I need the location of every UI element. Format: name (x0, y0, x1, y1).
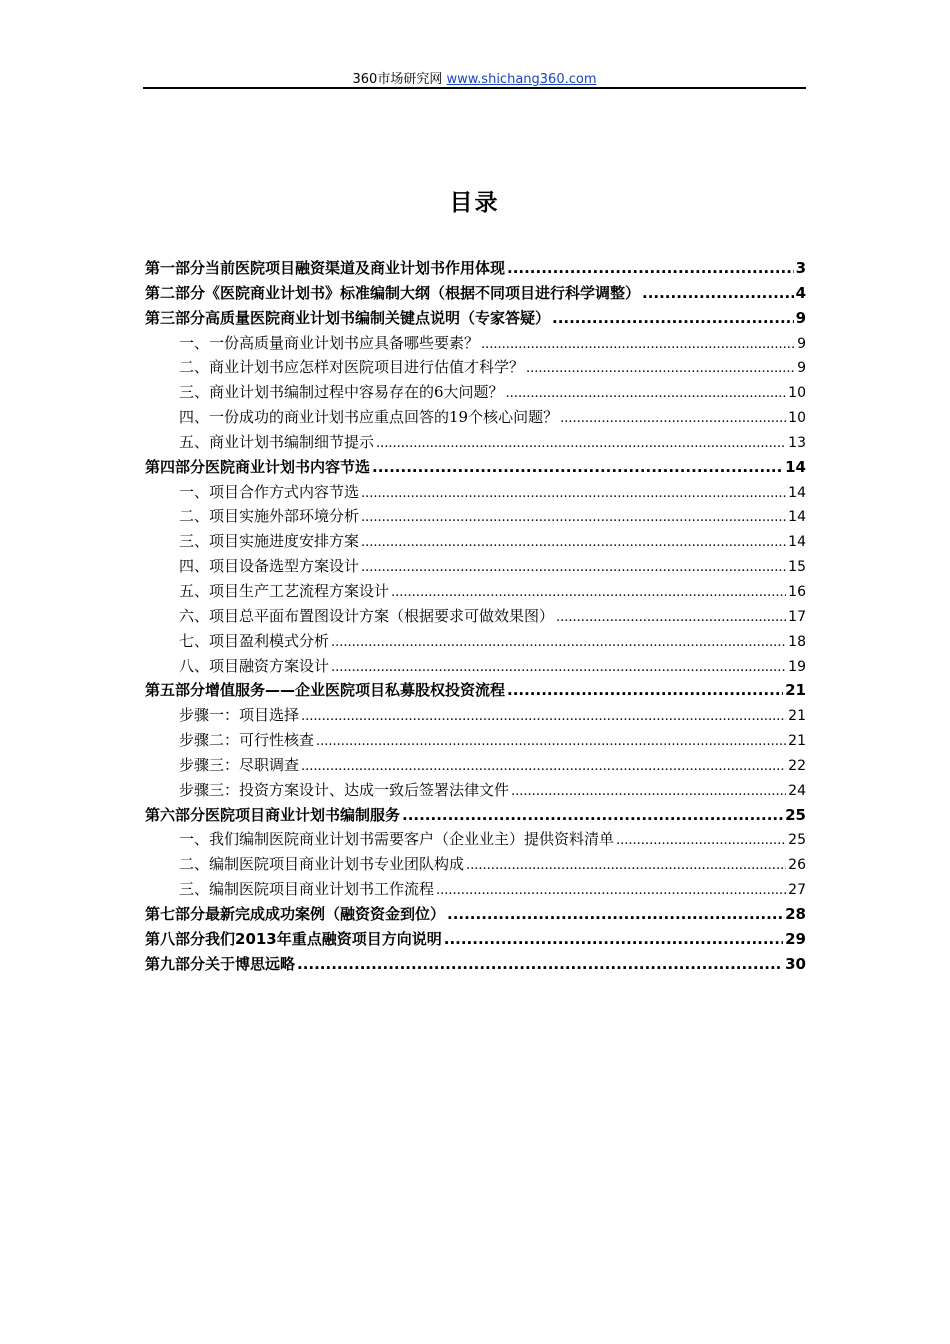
toc-entry-section[interactable] (145, 604, 806, 629)
toc-dot-leader (526, 357, 794, 382)
toc-entry-page: 21 (788, 733, 806, 750)
toc-dot-leader (361, 506, 786, 531)
toc-entry-label: 一、一份高质量商业计划书应具备哪些要素？ (179, 333, 480, 352)
toc-dot-leader (301, 755, 786, 780)
toc-entry-part[interactable] (145, 281, 806, 306)
toc-entry-page: 9 (797, 360, 806, 377)
toc-dot-leader (556, 606, 786, 631)
toc-entry-page: 30 (785, 954, 806, 973)
toc-entry-page: 9 (795, 308, 806, 327)
toc-entry-label: 二、项目实施外部环境分析 (179, 507, 360, 526)
toc-entry-page: 9 (797, 335, 806, 352)
toc-entry-section[interactable] (145, 554, 806, 579)
toc-entry-label: 步骤二：可行性核查 (179, 731, 315, 750)
toc-entry-label: 五、项目生产工艺流程方案设计 (179, 581, 390, 600)
site-link[interactable]: www.shichang360.com (446, 72, 597, 87)
toc-entry-label: 三、编制医院项目商业计划书工作流程 (179, 880, 435, 899)
toc-dot-leader (616, 829, 786, 854)
toc-entry-part[interactable] (145, 455, 806, 480)
toc-entry-page: 29 (785, 929, 806, 948)
toc-entry-page: 10 (788, 385, 806, 402)
toc-entry-page: 21 (788, 708, 806, 725)
toc-dot-leader (552, 306, 794, 331)
page-header (143, 68, 806, 87)
toc-entry-section[interactable] (145, 355, 806, 380)
toc-entry-label: 八、项目融资方案设计 (179, 656, 330, 675)
site-name: 360市场研究网 (352, 72, 443, 87)
toc-entry-part[interactable] (145, 678, 806, 703)
toc-entry-page: 21 (785, 681, 806, 700)
toc-entry-section[interactable] (145, 380, 806, 405)
toc-entry-section[interactable] (145, 430, 806, 455)
toc-entry-section[interactable] (145, 827, 806, 852)
toc-entry-label: 第二部分《医院商业计划书》标准编制大纲（根据不同项目进行科学调整） (145, 283, 641, 302)
toc-entry-label: 四、项目设备选型方案设计 (179, 557, 360, 576)
toc-entry-label: 第四部分医院商业计划书内容节选 (145, 457, 371, 476)
toc-dot-leader (444, 927, 783, 952)
toc-dot-leader (511, 780, 786, 805)
page-title: 目录 (449, 190, 500, 216)
toc-entry-page: 25 (785, 805, 806, 824)
toc-dot-leader (642, 281, 794, 306)
toc-entry-label: 二、商业计划书应怎样对医院项目进行估值才科学？ (179, 358, 525, 377)
toc-entry-section[interactable] (145, 331, 806, 356)
toc-entry-page: 4 (795, 283, 806, 302)
toc-dot-leader (361, 482, 786, 507)
toc-entry-section[interactable] (145, 753, 806, 778)
toc-entry-page: 22 (788, 757, 806, 774)
toc-entry-label: 第九部分关于博思远略 (145, 954, 296, 973)
toc-entry-page: 18 (788, 633, 806, 650)
toc-dot-leader (481, 333, 794, 358)
toc-entry-section[interactable] (145, 852, 806, 877)
toc-entry-section[interactable] (145, 703, 806, 728)
toc-dot-leader (372, 455, 783, 480)
toc-entry-page: 14 (788, 509, 806, 526)
toc-entry-page: 3 (795, 259, 806, 277)
toc-entry-label: 第六部分医院项目商业计划书编制服务 (145, 805, 401, 824)
toc-entry-page: 27 (788, 882, 806, 899)
toc-entry-page: 14 (785, 457, 806, 476)
toc-entry-part[interactable] (145, 306, 806, 331)
toc-entry-label: 二、编制医院项目商业计划书专业团队构成 (179, 855, 465, 874)
toc-entry-section[interactable] (145, 629, 806, 654)
toc-dot-leader (391, 581, 786, 606)
toc-entry-label: 第一部分当前医院项目融资渠道及商业计划书作用体现 (145, 259, 506, 277)
toc-dot-leader (447, 902, 783, 927)
toc-dot-leader (507, 256, 794, 281)
toc-entry-section[interactable] (145, 579, 806, 604)
toc-entry-section[interactable] (145, 529, 806, 554)
toc-entry-section[interactable] (145, 480, 806, 505)
toc-entry-page: 14 (788, 484, 806, 501)
toc-dot-leader (331, 656, 786, 681)
toc-entry-part[interactable] (145, 927, 806, 952)
toc-entry-page: 17 (788, 608, 806, 625)
toc-entry-part[interactable] (145, 256, 806, 281)
toc-dot-leader (560, 407, 786, 432)
toc-dot-leader (506, 382, 787, 407)
toc-entry-label: 第七部分最新完成成功案例（融资资金到位） (145, 904, 446, 923)
toc-dot-leader (301, 705, 786, 730)
toc-dot-leader (316, 730, 786, 755)
toc-entry-label: 五、商业计划书编制细节提示 (179, 432, 375, 451)
toc-entry-page: 28 (785, 904, 806, 923)
toc-entry-page: 10 (788, 410, 806, 427)
toc-entry-part[interactable] (145, 803, 806, 828)
toc-entry-label: 步骤三：投资方案设计、达成一致后签署法律文件 (179, 780, 510, 799)
toc-entry-label: 一、项目合作方式内容节选 (179, 482, 360, 501)
toc-entry-page: 19 (788, 658, 806, 675)
toc-entry-section[interactable] (145, 877, 806, 902)
toc-entry-section[interactable] (145, 654, 806, 679)
toc-dot-leader (466, 854, 786, 879)
toc-entry-label: 三、项目实施进度安排方案 (179, 532, 360, 551)
toc-entry-page: 24 (788, 782, 806, 799)
toc-entry-label: 一、我们编制医院商业计划书需要客户（企业业主）提供资料清单 (179, 830, 615, 849)
toc-dot-leader (361, 531, 786, 556)
toc-entry-label: 第八部分我们2013年重点融资项目方向说明 (145, 929, 442, 948)
toc-entry-page: 26 (788, 857, 806, 874)
toc-dot-leader (297, 952, 783, 977)
toc-dot-leader (402, 803, 783, 828)
toc-dot-leader (507, 678, 783, 703)
toc-entry-page: 13 (788, 434, 806, 451)
toc-dot-leader (376, 432, 786, 457)
toc-entry-label: 第五部分增值服务——企业医院项目私募股权投资流程 (145, 681, 506, 700)
toc-entry-label: 步骤三：尽职调查 (179, 755, 300, 774)
toc-entry-label: 七、项目盈利模式分析 (179, 631, 330, 650)
toc-dot-leader (331, 631, 786, 656)
toc-entry-page: 25 (788, 832, 806, 849)
toc-entry-page: 14 (788, 534, 806, 551)
toc-entry-label: 三、商业计划书编制过程中容易存在的6大问题？ (179, 383, 504, 402)
toc-entry-label: 六、项目总平面布置图设计方案（根据要求可做效果图） (179, 606, 555, 625)
toc-entry-section[interactable] (145, 728, 806, 753)
toc-entry-section[interactable] (145, 504, 806, 529)
toc-entry-part[interactable] (145, 902, 806, 927)
toc-entry-label: 步骤一：项目选择 (179, 706, 300, 725)
toc-entry-section[interactable] (145, 405, 806, 430)
toc-entry-section[interactable] (145, 778, 806, 803)
toc-dot-leader (361, 556, 786, 581)
toc-entry-part[interactable] (145, 952, 806, 977)
table-of-contents (145, 256, 806, 976)
toc-entry-page: 16 (788, 583, 806, 600)
toc-entry-page: 15 (788, 559, 806, 576)
toc-dot-leader (436, 879, 786, 904)
header-divider (143, 87, 806, 89)
toc-entry-label: 第三部分高质量医院商业计划书编制关键点说明（专家答疑） (145, 308, 551, 327)
toc-entry-label: 四、一份成功的商业计划书应重点回答的19个核心问题？ (179, 408, 559, 427)
